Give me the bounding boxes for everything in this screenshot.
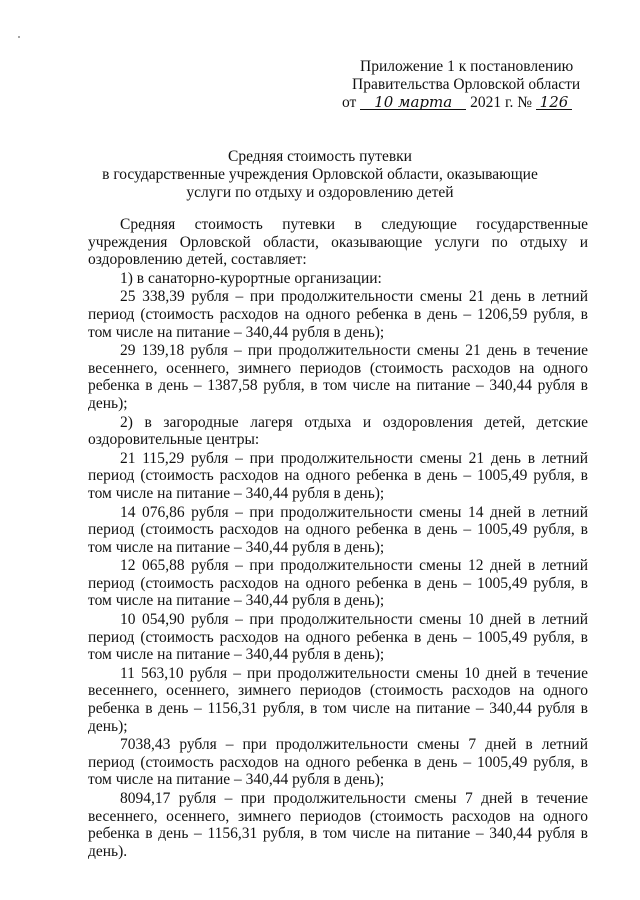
- title-line-2: в государственные учреждения Орловской области, оказывающие: [102, 166, 538, 183]
- appendix-prefix: от: [342, 94, 357, 111]
- price-item: 21 115,29 рубля – при продолжительности смены 21 день в летний период (стоимость расходов на одного ребенка в день – 1005,49 рубля, в том числе на питание – 340,44 рубля в день);: [88, 449, 588, 502]
- handwritten-number: 126: [536, 95, 572, 110]
- section-1-heading: 1) в санаторно-курортные организации:: [120, 269, 382, 287]
- price-item: 25 338,39 рубля – при продолжительности смены 21 день в летний период (стоимость расходов на одного ребенка в день – 1206,59 рубля, в том числе на питание – 340,44 рубля в день);: [88, 288, 588, 341]
- price-item: 10 054,90 рубля – при продолжительности смены 10 дней в летний период (стоимость расходов на одного ребенка в день – 1005,49 рубля, в том числе на питание – 340,44 рубля в день);: [88, 611, 588, 664]
- price-item: 7038,43 рубля – при продолжительности смены 7 дней в летний период (стоимость расходов на одного ребенка в день – 1005,49 рубля, в том числе на питание – 340,44 рубля в день);: [88, 736, 588, 789]
- price-item: 14 076,86 рубля – при продолжительности смены 14 дней в летний период (стоимость расходов на одного ребенка в день – 1005,49 рубля, в том числе на питание – 340,44 рубля в день);: [88, 503, 588, 556]
- title-line-1: Средняя стоимость путевки: [228, 148, 412, 165]
- price-item: 11 563,10 рубля – при продолжительности смены 10 дней в течение весеннего, осеннего, зимнего периодов (стоимость расходов на одного ребенка в день – 1156,31 рубля, в том числе на питание – 340,44 рубля в день);: [88, 664, 588, 735]
- price-item: 8094,17 рубля – при продолжительности смены 7 дней в течение весеннего, осеннего, зимнего периодов (стоимость расходов на одного ребенка в день – 1156,31 рубля, в том числе на питание – 340,44 рубля в день).: [88, 790, 588, 860]
- appendix-line-1: Приложение 1 к постановлению: [360, 58, 574, 75]
- price-item: 12 065,88 рубля – при продолжительности смены 12 дней в летний период (стоимость расходов на одного ребенка в день – 1005,49 рубля, в том числе на питание – 340,44 рубля в день);: [88, 557, 588, 610]
- intro-paragraph: Средняя стоимость путевки в следующие государственные учреждения Орловской области, оказывающие услуги по отдыху и оздоровлению детей, составляет:: [88, 216, 588, 269]
- appendix-line-2: Правительства Орловской области: [352, 76, 581, 93]
- scan-speck: [18, 36, 20, 38]
- appendix-year: 2021 г. №: [470, 94, 533, 111]
- document-title: [40, 148, 600, 202]
- price-item: 29 139,18 рубля – при продолжительности смены 21 день в течение весеннего, осеннего, зимнего периодов (стоимость расходов на одного ребенка в день – 1387,58 рубля, в том числе на питание – 340,44 рубля в день);: [88, 342, 588, 412]
- handwritten-date: 10 марта: [360, 95, 466, 110]
- title-line-3: услуги по отдыху и оздоровлению детей: [186, 184, 454, 201]
- section-2-heading: 2) в загородные лагеря отдыха и оздоровления детей, детские оздоровительные центры:: [88, 413, 588, 449]
- document-body: [88, 216, 588, 860]
- appendix-date-line: [330, 94, 610, 112]
- appendix-header: [330, 58, 610, 112]
